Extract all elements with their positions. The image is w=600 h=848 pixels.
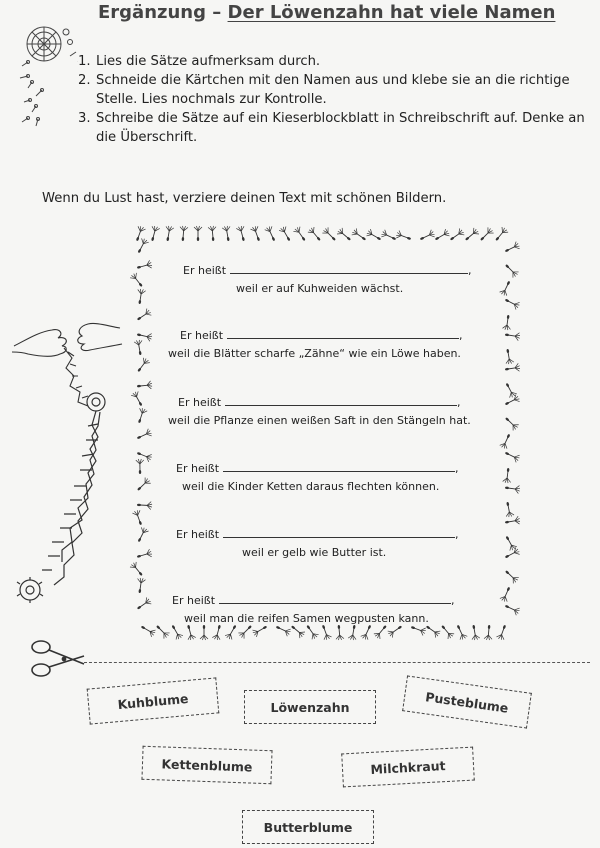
dandelion-seed — [439, 623, 455, 640]
dandelion-seed — [503, 468, 513, 484]
name-card-butterblume[interactable]: Butterblume — [242, 810, 374, 844]
dandelion-seed — [503, 568, 519, 584]
dandelion-seed — [433, 229, 450, 243]
instruction-item: 3. Schreibe die Sätze auf ein Kieserblockblatt in Schreibschrift auf. Denke an die Überschrift. — [78, 111, 585, 145]
page-title — [98, 2, 555, 23]
blank-line — [223, 460, 455, 472]
dandelion-seed — [463, 227, 480, 243]
dandelion-seed — [135, 597, 152, 612]
dandelion-seed — [499, 280, 513, 297]
dandelion-seed — [264, 225, 278, 242]
dandelion-seed — [137, 381, 153, 391]
dandelion-seed — [335, 625, 344, 641]
name-card-kettenblume[interactable]: Kettenblume — [141, 746, 272, 785]
dandelion-seed — [424, 623, 441, 638]
dandelion-seed — [448, 228, 465, 243]
dandelion-seed — [504, 241, 520, 255]
sentence-4: Er heißt , weil die Kinder Ketten daraus flechten können. — [176, 462, 459, 493]
dandelion-seed — [503, 262, 519, 278]
dandelion-seed — [139, 623, 156, 637]
blank-line — [225, 394, 457, 406]
dandelion-seed — [504, 449, 520, 463]
instruction-item: 2. Schneide die Kärtchen mit den Namen aus und klebe sie an die richtige Stelle. Lies nochmals zur Kontrolle. — [78, 73, 570, 107]
dandelion-seed — [380, 229, 397, 243]
dandelion-seed — [212, 624, 224, 641]
dandelion-seed — [336, 227, 353, 243]
title-prefix: Ergänzung – — [98, 2, 228, 23]
instructions-list — [78, 52, 588, 147]
dandelion-seed — [504, 296, 520, 310]
dandelion-seed — [184, 624, 196, 641]
dandelion-seed — [348, 624, 358, 640]
blank-line — [227, 327, 459, 339]
dandelion-seed — [164, 225, 174, 241]
dandelion-seed — [499, 586, 512, 603]
title-main: Der Löwenzahn hat viele Namen — [227, 2, 556, 23]
cut-line — [84, 662, 590, 663]
dandelion-seed — [504, 484, 520, 494]
dandelion-seed — [493, 226, 509, 243]
blank-line — [223, 526, 455, 538]
dandelion-seed — [289, 623, 306, 639]
dandelion-seed — [132, 509, 145, 526]
dandelion-seed — [236, 225, 248, 242]
dandelion-seed — [135, 407, 147, 424]
hands-weaving-chain-icon — [8, 318, 128, 608]
dandelion-seed — [322, 227, 338, 243]
dandelion-seed — [252, 623, 269, 637]
name-card-loewenzahn[interactable]: Löwenzahn — [244, 690, 376, 724]
dandelion-flower-icon — [14, 22, 78, 142]
dandelion-seed — [208, 226, 217, 242]
dandelion-seed — [135, 357, 150, 374]
dandelion-seed — [504, 363, 520, 373]
dandelion-seed — [319, 624, 332, 641]
dandelion-seed — [504, 331, 520, 341]
dandelion-seed — [279, 226, 293, 243]
dandelion-seed — [504, 602, 520, 616]
dandelion-seed — [194, 226, 202, 241]
dandelion-seed — [504, 501, 515, 517]
dandelion-seed — [136, 330, 152, 341]
sentence-1: Er heißt , weil er auf Kuhweiden wächst. — [183, 264, 472, 295]
dandelion-seed — [136, 549, 153, 561]
dandelion-seed — [293, 226, 308, 243]
dandelion-seed — [135, 308, 152, 323]
scissors-icon — [28, 636, 88, 682]
instruction-item: 1. Lies die Sätze aufmerksam durch. — [78, 54, 321, 69]
dandelion-seed — [478, 227, 494, 243]
dandelion-seed — [136, 260, 153, 272]
dandelion-seed — [136, 459, 144, 474]
dandelion-seed — [136, 578, 146, 594]
dandelion-seed — [129, 272, 145, 289]
dandelion-seed — [200, 625, 208, 640]
dandelion-seed — [148, 225, 160, 242]
dandelion-seed — [395, 230, 412, 243]
flower-chain-icon — [17, 393, 105, 603]
dandelion-seed — [131, 391, 145, 408]
dandelion-seed — [135, 526, 149, 543]
dandelion-seed — [503, 547, 520, 561]
dandelion-seed — [496, 624, 509, 641]
dandelion-seed — [179, 226, 188, 242]
dandelion-seed — [136, 289, 146, 305]
name-card-milchkraut[interactable]: Milchkraut — [341, 747, 475, 788]
dandelion-seed — [503, 415, 519, 431]
dandelion-seed — [135, 477, 151, 493]
decoration-hint: Wenn du Lust hast, verziere deinen Text mit schönen Bildern. — [42, 191, 447, 206]
dandelion-seed — [304, 623, 319, 640]
dandelion-seed — [136, 428, 153, 442]
dandelion-seed — [470, 624, 480, 640]
sentence-5: Er heißt , weil er gelb wie Butter ist. — [176, 528, 459, 559]
dandelion-seed — [250, 225, 263, 242]
dandelion-seed — [136, 449, 153, 462]
dandelion-seed — [454, 624, 468, 641]
dandelion-seed — [504, 348, 514, 364]
sentence-3: Er heißt , weil die Pflanze einen weißen Saft in den Stängeln hat. — [168, 396, 471, 427]
dandelion-seed — [387, 623, 404, 638]
dandelion-seed — [504, 516, 520, 526]
dandelion-seed — [169, 623, 183, 640]
dandelion-seed — [275, 623, 292, 637]
dandelion-seed — [499, 433, 513, 450]
name-card-pusteblume[interactable]: Pusteblume — [402, 675, 532, 728]
dandelion-seed — [154, 623, 170, 639]
dandelion-seed — [307, 226, 323, 243]
sentence-6: Er heißt , weil man die reifen Samen wegpusten kann. — [172, 594, 455, 625]
dandelion-seed — [360, 624, 374, 641]
dandelion-seed — [419, 229, 436, 243]
dandelion-seed — [129, 561, 145, 578]
name-card-kuhblume[interactable]: Kuhblume — [87, 677, 220, 724]
sentence-2: Er heißt , weil die Blätter scharfe „Zähne“ wie ein Löwe haben. — [168, 329, 463, 360]
dandelion-seed — [366, 229, 383, 243]
dandelion-seed — [410, 623, 427, 636]
dandelion-seed — [502, 314, 512, 330]
dandelion-seed — [134, 339, 144, 355]
dandelion-seed — [503, 381, 517, 398]
dandelion-seed — [351, 228, 368, 243]
dandelion-seed — [373, 623, 389, 640]
dandelion-seed — [238, 623, 254, 639]
dandelion-seed — [484, 625, 493, 641]
dandelion-seed — [225, 623, 239, 640]
dandelion-seed — [222, 225, 232, 241]
blank-line — [219, 592, 451, 604]
blank-line — [230, 262, 468, 274]
dandelion-seed — [137, 501, 152, 510]
